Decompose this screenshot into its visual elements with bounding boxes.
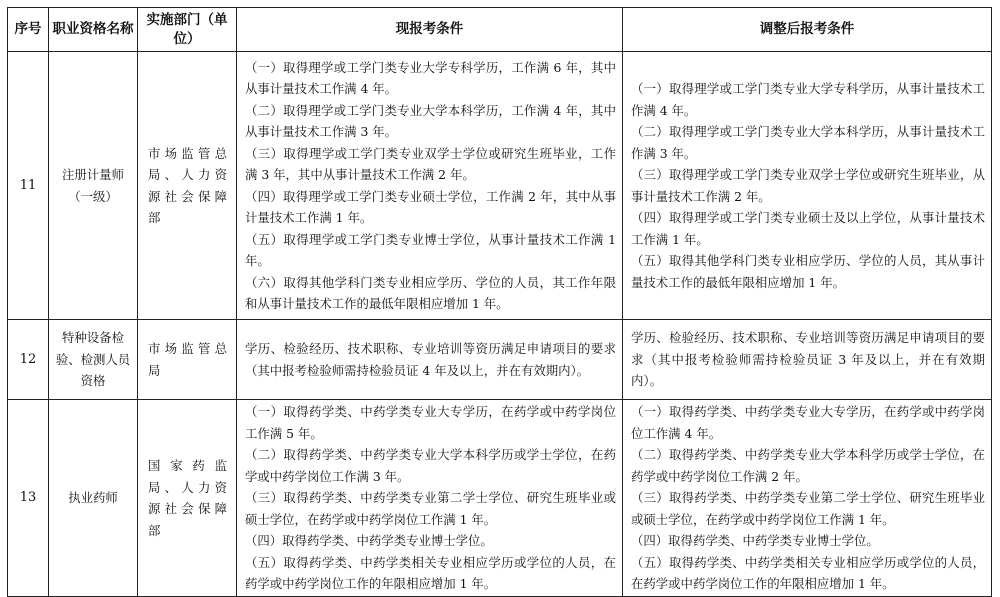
condition-item: 学历、检验经历、技术职称、专业培训等资历满足申请项目的要求（其中报考检验师需持检验员证 3 年及以上，并在有效期内）。	[631, 330, 985, 389]
row-dept: 市场监管总局、人力资源社会保障部	[138, 52, 237, 320]
row-qualification: 执业药师	[49, 400, 138, 597]
header-row	[8, 8, 992, 52]
header-current-conditions: 现报考条件	[237, 8, 623, 52]
table-row	[8, 400, 992, 597]
condition-item: （二）取得药学类、中药学类专业大学本科学历或学士学位，在药学或中药学岗位工作满 3 年。	[245, 447, 616, 484]
exam-conditions-table	[7, 7, 992, 597]
header-dept: 实施部门（单位）	[138, 8, 237, 52]
condition-item: （二）取得理学或工学门类专业大学本科学历，工作满 4 年，其中从事计量技术工作满 3 年。	[245, 102, 616, 139]
document-page	[7, 7, 992, 597]
condition-item: （四）取得药学类、中药学类专业博士学位。	[631, 533, 879, 549]
condition-item: （五）取得药学类、中药学类相关专业相应学历或学位的人员，在药学或中药学岗位工作的年限相应增加 1 年。	[631, 554, 985, 592]
header-seq: 序号	[8, 8, 49, 52]
condition-item: （二）取得理学或工学门类专业大学本科学历，从事计量技术工作满 3 年。	[631, 124, 985, 161]
row-adjusted-conditions	[623, 400, 992, 597]
condition-item: 学历、检验经历、技术职称、专业培训等资历满足申请项目的要求（其中报考检验师需持检验员证 4 年及以上，并在有效期内）。	[245, 341, 616, 378]
condition-item: （五）取得理学或工学门类专业博士学位，从事计量技术工作满 1 年。	[245, 231, 616, 268]
condition-item: （四）取得药学类、中药学类专业博士学位。	[245, 533, 493, 549]
condition-item: （六）取得其他学科门类专业相应学历、学位的人员，其工作年限和从事计量技术工作的最低年限相应增加 1 年。	[245, 274, 616, 311]
row-seq: 12	[8, 320, 49, 400]
condition-item: （一）取得药学类、中药学类专业大专学历，在药学或中药学岗位工作满 4 年。	[631, 404, 985, 441]
table-row	[8, 320, 992, 400]
condition-item: （二）取得药学类、中药学类专业大学本科学历或学士学位，在药学或中药学岗位工作满 2 年。	[631, 447, 985, 484]
row-qualification: 特种设备检验、检测人员资格	[49, 320, 138, 400]
row-current-conditions	[237, 52, 623, 320]
condition-item: （一）取得理学或工学门类专业大学专科学历，工作满 6 年，其中从事计量技术工作满 4 年。	[245, 59, 616, 96]
row-current-conditions	[237, 320, 623, 400]
row-dept: 国家药监局、人力资源社会保障部	[138, 400, 237, 597]
condition-item: （三）取得药学类、中药学类专业第二学士学位、研究生班毕业或硕士学位，在药学或中药学岗位工作满 1 年。	[631, 490, 985, 527]
condition-item: （五）取得其他学科门类专业相应学历、学位的人员，其从事计量技术工作的最低年限相应增加 1 年。	[631, 253, 985, 290]
row-adjusted-conditions	[623, 320, 992, 400]
row-dept: 市场监管总局	[138, 320, 237, 400]
header-adjusted-conditions: 调整后报考条件	[623, 8, 992, 52]
condition-item: （一）取得理学或工学门类专业大学专科学历，从事计量技术工作满 4 年。	[631, 81, 985, 118]
condition-item: （一）取得药学类、中药学类专业大专学历，在药学或中药学岗位工作满 5 年。	[245, 404, 616, 441]
row-current-conditions	[237, 400, 623, 597]
condition-item: （四）取得理学或工学门类专业硕士及以上学位，从事计量技术工作满 1 年。	[631, 210, 985, 247]
condition-item: （三）取得理学或工学门类专业双学士学位或研究生班毕业，工作满 3 年，其中从事计量技术工作满 2 年。	[245, 145, 616, 182]
condition-item: （四）取得理学或工学门类专业硕士学位，工作满 2 年，其中从事计量技术工作满 1 年。	[245, 188, 616, 225]
condition-item: （五）取得药学类、中药学类相关专业相应学历或学位的人员，在药学或中药学岗位工作的年限相应增加 1 年。	[245, 554, 616, 592]
table-row	[8, 52, 992, 320]
row-seq: 13	[8, 400, 49, 597]
row-seq: 11	[8, 52, 49, 320]
row-adjusted-conditions	[623, 52, 992, 320]
condition-item: （三）取得药学类、中药学类专业第二学士学位、研究生班毕业或硕士学位，在药学或中药学岗位工作满 1 年。	[245, 490, 616, 527]
row-qualification: 注册计量师（一级）	[49, 52, 138, 320]
condition-item: （三）取得理学或工学门类专业双学士学位或研究生班毕业，从事计量技术工作满 2 年。	[631, 167, 985, 204]
header-qualification: 职业资格名称	[49, 8, 138, 52]
